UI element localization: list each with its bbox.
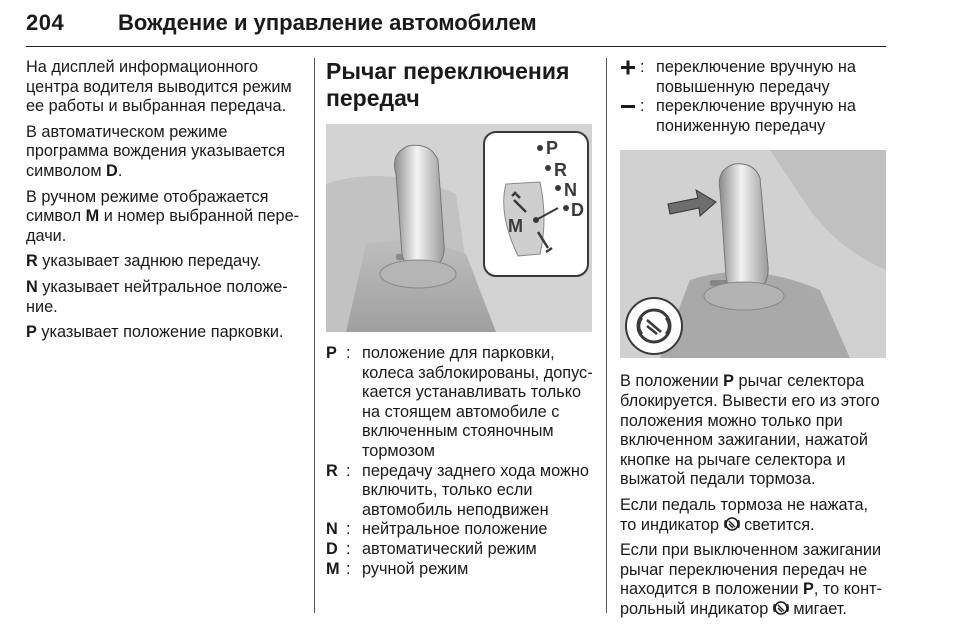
paragraph-park-lock: В положении P рычаг селектора блокируется. Вывести его из этого положения можно только при включенном зажигании, нажатой кнопке на рычаге селектора и выжатой педали тормоза. [620, 372, 880, 489]
page-number: 204 [26, 10, 65, 35]
column-divider-1 [314, 58, 315, 613]
label-p: P [546, 138, 559, 158]
paragraph-display-info: На дисплей информационного центра водителя выводится режим ее работы и выбранная передача. [26, 58, 292, 116]
position-definitions [326, 344, 594, 579]
label-m: M [508, 216, 523, 236]
page-title: Вождение и управление автомобилем [118, 10, 537, 35]
definition-row: M : ручной режим [326, 559, 469, 578]
gear-lever-drawing [326, 124, 592, 332]
definition-row: D : автоматический режим [326, 539, 537, 558]
definition-row: N : нейтральное положение [326, 520, 548, 539]
page-header [26, 2, 886, 48]
paragraph-neutral: N указывает нейтральное положение. [26, 277, 288, 316]
shift-lock-drawing [620, 150, 886, 358]
definition-row: P : положение для парковки, колеса заблокированы, допускается устанавливать только на стоящем автомобиле с включенным стояночным тормозом [326, 344, 593, 460]
label-d: D [571, 200, 584, 220]
column-divider-2 [606, 58, 607, 613]
column-1 [26, 58, 306, 349]
label-n: N [564, 180, 577, 200]
paragraph-brake-indicator: Если педаль тормоза не нажата, то индикатор светится. [620, 495, 869, 534]
brake-indicator-inset [626, 298, 682, 354]
definition-row: R : передачу заднего хода можно включить, только если автомобиль неподвижен [326, 461, 589, 519]
column-3 [620, 58, 886, 626]
paragraph-manual-mode: В ручном режиме отображается символ M и номер выбранной передачи. [26, 187, 300, 245]
gear-lever-illustration [326, 124, 592, 332]
plus-definition: : переключение вручную на повышенную передачу [620, 58, 886, 97]
section-title: Рычаг переключения передач [326, 58, 570, 111]
brake-pedal-indicator-icon [724, 516, 740, 532]
paragraph-auto-mode: В автоматическом режиме программа вождения указывается символом D. [26, 122, 286, 180]
minus-definition: : переключение вручную на пониженную передачу [620, 97, 886, 136]
header-divider [26, 46, 886, 47]
paragraph-park: P указывает положение парковки. [26, 323, 284, 342]
paragraph-reverse: R указывает заднюю передачу. [26, 252, 262, 271]
plus-icon [620, 58, 640, 78]
paragraph-ignition-off: Если при выключенном зажигании рычаг переключения передач не находится в положении P, то контрольный индикатор мигает. [620, 541, 882, 618]
minus-icon [620, 97, 640, 117]
brake-pedal-indicator-icon [773, 600, 789, 616]
column-2 [326, 58, 594, 579]
shift-lock-illustration [620, 150, 886, 358]
label-r: R [554, 160, 567, 180]
